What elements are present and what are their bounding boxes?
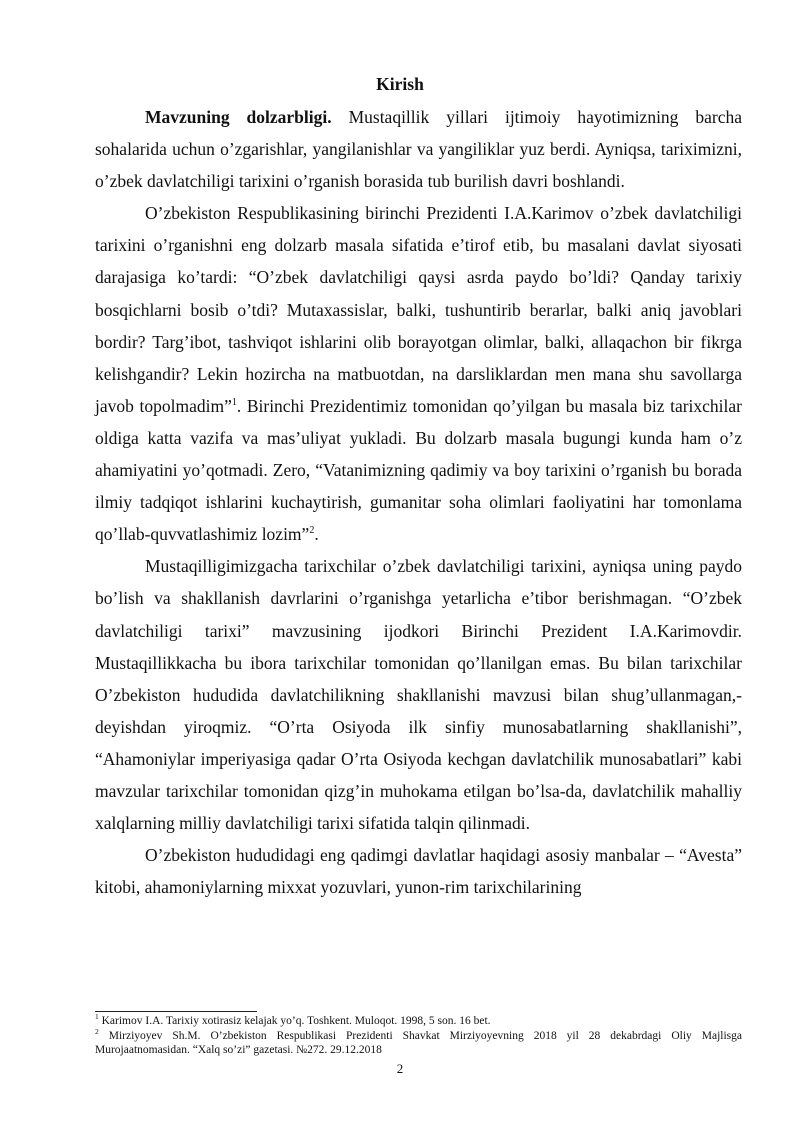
paragraph-lead: Mavzuning dolzarbligi. — [145, 107, 332, 127]
footnote-1 — [95, 1014, 742, 1029]
body-text — [95, 101, 742, 903]
footnote-text: Mirziyoyev Sh.M. O’zbekiston Respublikasi Prezidenti Shavkat Mirziyoyevning 2018 yil 28 dekabrdagi Oliy Majlisga Murojaatnomasidan. “Xalq so’zi” gazetasi. №272. 29.12.2018 — [95, 1029, 742, 1056]
footnote-mark: 2 — [95, 1026, 99, 1036]
footnote-ref-1[interactable]: 1 — [231, 397, 237, 409]
paragraph-text: Mustaqilligimizgacha tarixchilar o’zbek davlatchiligi tarixini, ayniqsa uning paydo bo’lish va shakllanish davrlarini o’rganishga yetarlicha e’tibor berishmagan. “O’zbek davlatchiligi tarixi” mavzusining ijodkori Birinchi Prezident I.A.Karimovdir. Mustaqillikkacha bu ibora tarixchilar tomonidan qo’llanilgan emas. Bu bilan tarixchilar O’zbekiston hududida davlatchilikning shakllanishi mavzusi bilan shug’ullanmagan,- deyishdan yiroqmiz. “O’rta Osiyoda ilk sinfiy munosabatlarning shakllanishi”, “Ahamoniylar imperiyasiga qadar O’rta Osiyoda kechgan davlatchilik munosabatlari” kabi mavzular tarixchilar tomonidan qizg’in muhokama etilgan bo’lsa-da, davlatchilik mahalliy xalqlarning milliy davlatchiligi tarixi sifatida talqin qilinmadi. — [95, 556, 742, 834]
paragraph-text: . — [314, 524, 319, 545]
paragraph-relevance — [95, 101, 742, 197]
footnotes — [95, 1014, 742, 1058]
paragraph-text: O’zbekiston Respublikasining birinchi Prezidenti I.A.Karimov o’zbek davlatchiligi tarixini o’rganishni eng dolzarb masala sifatida e’tirof etib, bu masalani davlat siyosati darajasiga ko’tardi: “O’zbek davlatchiligi qaysi asrda paydo bo’ldi? Qanday tarixiy bosqichlarni bosib o’tdi? Mutaxassislar, balki, tushuntirib berarlar, balki aniq javoblari bordir? Targ’ibot, tashviqot ishlarini olib borayotgan olimlar, balki, allaqachon bir fikrga kelishgandir? Lekin hozircha na matbuotdan, na darsliklardan men mana shu savollarga javob topolmadim” — [95, 203, 742, 416]
paragraph-president-quote — [95, 197, 742, 550]
paragraph-text: O’zbekiston hududidagi eng qadimgi davlatlar haqidagi asosiy manbalar – “Avesta” kitobi, ahamoniylarning mixxat yozuvlari, yunon-rim tarixchilarining — [95, 845, 742, 898]
paragraph-historians — [95, 550, 742, 839]
footnote-ref-2[interactable]: 2 — [309, 525, 315, 537]
footnote-divider — [95, 1011, 257, 1012]
footnote-2 — [95, 1026, 742, 1058]
paragraph-sources — [95, 839, 742, 903]
paragraph-text: . Birinchi Prezidentimiz tomonidan qo’yilgan bu masala biz tarixchilar oldiga katta vazifa va mas’uliyat yukladi. Bu dolzarb masala bugungi kunda ham o’z ahamiyatini yo’qotmadi. Zero, “Vatanimizning qadimiy va boy tarixini o’rganish bu borada ilmiy tadqiqot ishlarini kuchaytirish, gumanitar soha olimlari faoliyatini har tomonlama qo’llab-quvvatlashimiz lozim” — [95, 395, 742, 545]
page-number: 2 — [396, 1061, 404, 1076]
footnote-mark: 1 — [95, 1012, 99, 1022]
paragraph-text: Mustaqillik yillari ijtimoiy hayotimizning barcha sohalarida uchun o’zgarishlar, yangilanishlar va yangiliklar yuz berdi. Ayniqsa, tariximizni, o’zbek davlatchiligi tarixini o’rganish borasida tub burilish davri boshlandi. — [95, 107, 743, 192]
footnote-text: Karimov I.A. Tarixiy xotirasiz kelajak yo’q. Toshkent. Muloqot. 1998, 5 son. 16 bet. — [98, 1015, 491, 1027]
section-title: Kirish — [376, 74, 424, 94]
